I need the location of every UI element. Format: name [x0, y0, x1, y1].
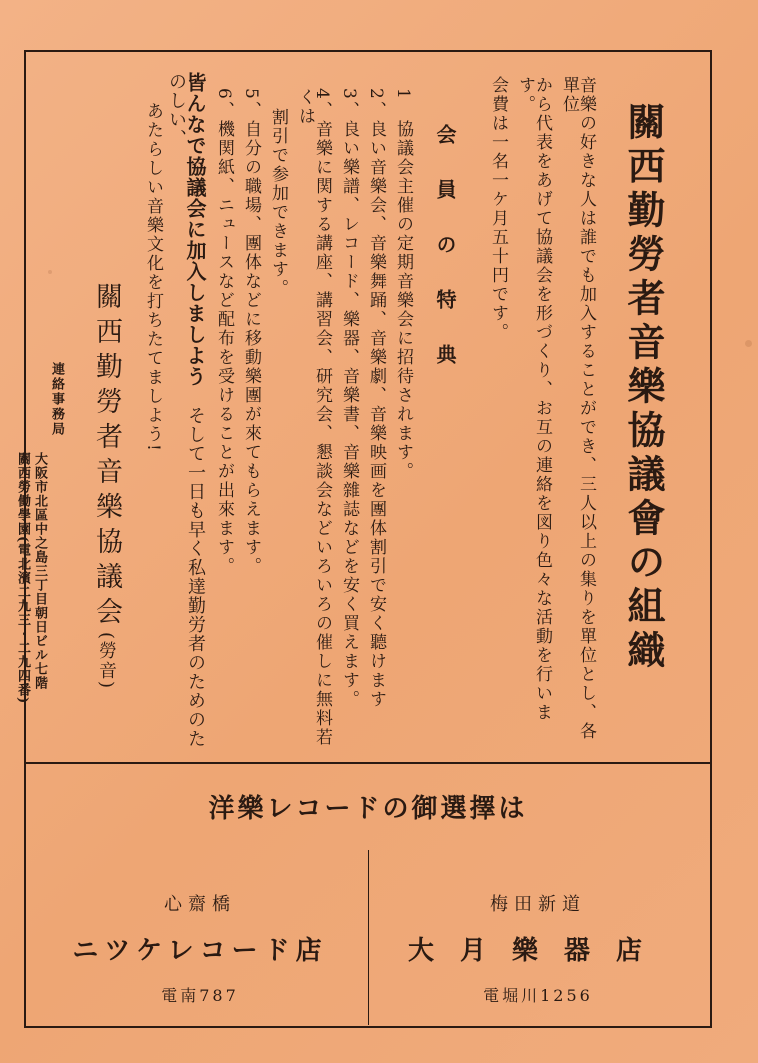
callout-line: 皆んなで協議会に加入しましよう そして一日も早く私達勤労者のためのたのしい、	[166, 72, 207, 748]
paper-stain	[745, 340, 752, 347]
contact-label: 連絡事務局	[49, 362, 64, 437]
ad-banner: 洋樂レコードの御選擇は	[208, 794, 528, 824]
benefit-item: 3、良い樂譜、レコード、樂器、音樂書、音樂雜誌などを安く買えます。	[339, 88, 359, 709]
benefit-item: 1 協議会主催の定期音樂会に招待されます。	[393, 88, 413, 481]
intro-line: 会費は一名一ケ月五十円です。	[488, 76, 508, 342]
benefit-item: 2、良い音樂会、音樂舞踊、音樂劇、音樂映画を團体割引で安く聽けます	[366, 88, 386, 709]
shop-nikke	[40, 890, 360, 1006]
shop-phone: 電南787	[161, 986, 239, 1005]
shop-phone: 電堀川1256	[483, 986, 593, 1005]
section-divider	[24, 762, 712, 764]
contact-address: 大阪市北區中之島三丁目朝日ビル七階	[32, 452, 47, 690]
article-body	[15, 62, 702, 752]
benefit-item: 5、自分の職場、團体などに移動樂團が來てもらえます。	[241, 88, 261, 576]
benefit-item: 6、機関紙、ニュースなど配布を受けることが出來ます。	[214, 88, 234, 576]
shop-name: ニツケレコード店	[72, 936, 328, 966]
organization-name: 關西勤勞者音樂協議会(勞音)	[91, 282, 122, 691]
shop-location: 心齋橋	[164, 894, 236, 915]
callout-line: あたらしい音樂文化を打ちたてましよう!	[143, 102, 163, 453]
organization-abbr: (勞音)	[96, 632, 117, 691]
benefit-item: 4、音樂に関する講座、講習会、研究会、懇談会などいろいろの催しに無料若くは	[295, 88, 332, 747]
benefits-heading: 会 員 の 特 典	[433, 124, 457, 378]
shop-divider	[368, 850, 369, 1025]
intro-line: から代表をあげて協議会を形づくり、お互の連絡を図り色々な活動を行います。	[515, 76, 552, 722]
callout-emphasis: 皆んなで協議会に加入しましよう	[183, 72, 207, 387]
shop-location: 梅田新道	[490, 894, 586, 915]
article-title: 關西勤勞者音樂協議會の組織	[621, 102, 666, 674]
contact-org: 關西勞働學園(電北濱二九三・二九四番)	[15, 452, 30, 705]
benefit-item-continued: 割引で参加できます。	[268, 108, 288, 298]
shop-otsuki	[378, 890, 698, 1006]
shop-name: 大月樂器店	[407, 936, 668, 966]
intro-line: 音樂の好きな人は誰でも加入することができ、三人以上の集りを單位とし、各單位	[559, 76, 596, 741]
